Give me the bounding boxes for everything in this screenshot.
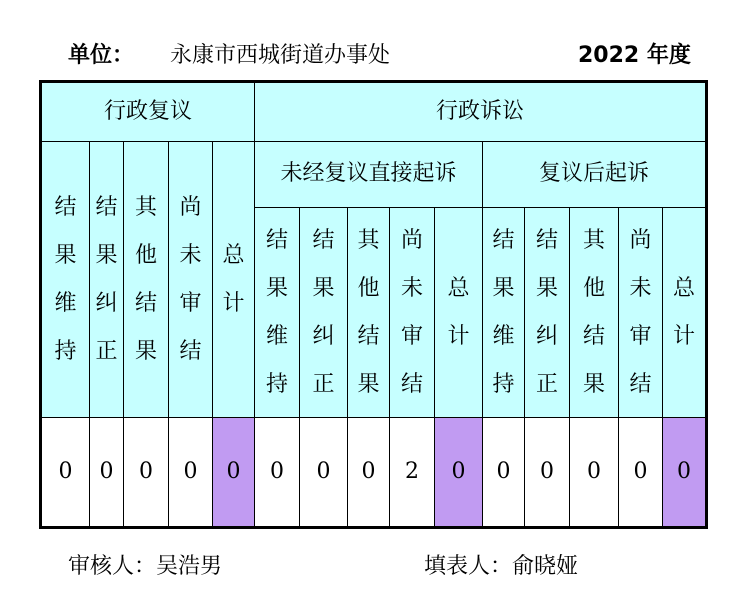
report-year: 2022 年度 xyxy=(578,43,691,68)
col-review-other: 其他结果 xyxy=(124,142,169,418)
unit-value: 永康市西城街道办事处 xyxy=(170,43,391,68)
col-direct-pending: 尚未审结 xyxy=(390,208,435,418)
unit-label: 单位： xyxy=(68,43,135,68)
col-review-total: 总计 xyxy=(213,142,255,418)
statistics-table xyxy=(39,80,708,529)
col-direct-other: 其他结果 xyxy=(348,208,390,418)
value-after-pending: 0 xyxy=(619,418,663,528)
reviewer: 审核人：吴浩男 xyxy=(68,554,223,579)
col-review-pending: 尚未审结 xyxy=(169,142,213,418)
col-review-corrected: 结果纠正 xyxy=(90,142,124,418)
value-review-other: 0 xyxy=(124,418,169,528)
value-review-pending: 0 xyxy=(169,418,213,528)
value-direct-upheld: 0 xyxy=(255,418,300,528)
value-direct-other: 0 xyxy=(348,418,390,528)
col-after-other: 其他结果 xyxy=(570,208,619,418)
value-direct-total: 0 xyxy=(435,418,483,528)
subheader-direct: 未经复议直接起诉 xyxy=(255,142,483,208)
col-after-corrected: 结果纠正 xyxy=(525,208,570,418)
group-header-litigation: 行政诉讼 xyxy=(255,82,707,142)
value-review-upheld: 0 xyxy=(41,418,90,528)
form-filler: 填表人：俞晓娅 xyxy=(424,554,579,579)
value-after-other: 0 xyxy=(570,418,619,528)
col-after-upheld: 结果维持 xyxy=(483,208,525,418)
value-after-total: 0 xyxy=(663,418,707,528)
value-after-upheld: 0 xyxy=(483,418,525,528)
subheader-after-review: 复议后起诉 xyxy=(483,142,707,208)
value-direct-pending: 2 xyxy=(390,418,435,528)
col-direct-corrected: 结果纠正 xyxy=(300,208,348,418)
value-review-total: 0 xyxy=(213,418,255,528)
col-after-total: 总计 xyxy=(663,208,707,418)
value-direct-corrected: 0 xyxy=(300,418,348,528)
value-review-corrected: 0 xyxy=(90,418,124,528)
col-after-pending: 尚未审结 xyxy=(619,208,663,418)
col-direct-total: 总计 xyxy=(435,208,483,418)
value-after-corrected: 0 xyxy=(525,418,570,528)
group-header-review: 行政复议 xyxy=(41,82,255,142)
col-direct-upheld: 结果维持 xyxy=(255,208,300,418)
col-review-upheld: 结果维持 xyxy=(41,142,90,418)
